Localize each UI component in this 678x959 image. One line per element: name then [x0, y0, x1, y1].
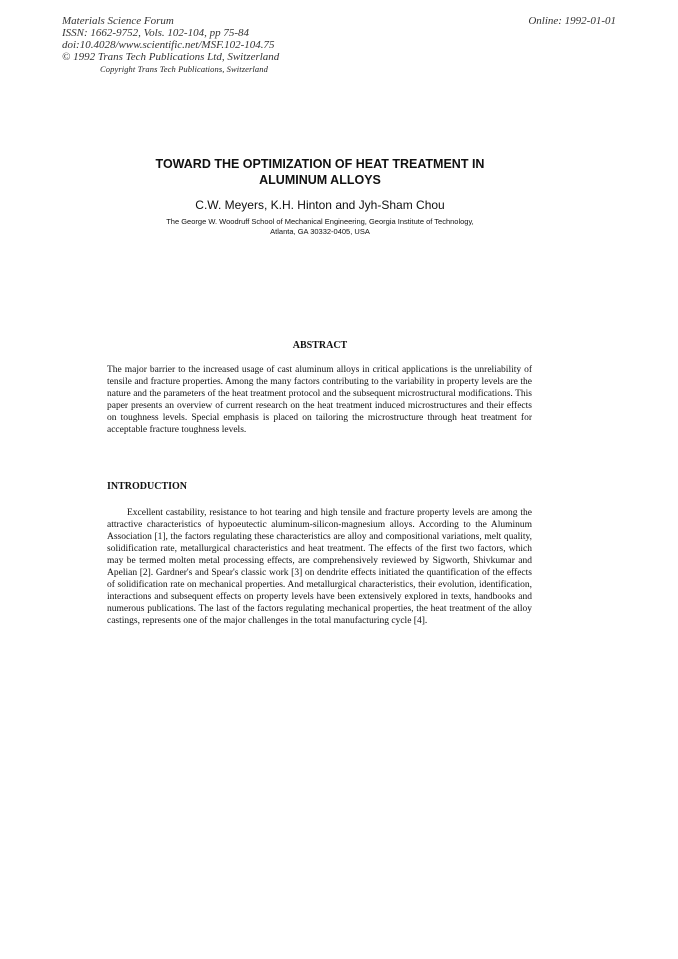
- introduction-text: Excellent castability, resistance to hot tearing and high tensile and fracture property levels are among the attractive characteristics of hypoeutectic aluminum-silicon-magnesium alloys. According to the Aluminum Association [1], the factors regulating these characteristics are alloy and compositional variations, melt quality, solidification rate, metallurgical characteristics and heat treatment. The effects of the first two factors, which may be termed molten metal processing effects, are comprehensively reviewed by Sigworth, Shivkumar and Apelian [2]. Gardner's and Spear's classic work [3] on dendrite effects initiated the quantification of the effects of solidification rate on mechanical properties. And metallurgical characteristics, their evolution, identification, interactions and subsequent effects on property levels have been extensively explored in texts, handbooks and numerous publications. The last of the factors regulating mechanical properties, the heat treatment of the alloy castings, represents one of the major challenges in the total manufacturing cycle [4].: [107, 508, 532, 626]
- affiliation-line-1: The George W. Woodruff School of Mechanical Engineering, Georgia Institute of Technology,: [166, 217, 474, 226]
- online-date: Online: 1992-01-01: [528, 15, 616, 27]
- abstract-text: The major barrier to the increased usage of cast aluminum alloys in critical applications is the unreliability of tensile and fracture properties. Among the many factors contributing to the variability in property levels are the nature and the parameters of the heat treatment protocol and the subsequent microstructural modifications. This paper presents an overview of current research on the heat treatment induced microstructures and their effects on toughness levels. Special emphasis is placed on tailoring the microstructure through heat treatment for acceptable fracture toughness levels.: [107, 365, 532, 435]
- abstract-heading: ABSTRACT: [292, 340, 348, 351]
- copyright-line: © 1992 Trans Tech Publications Ltd, Switzerland: [62, 51, 280, 63]
- doi-line[interactable]: doi:10.4028/www.scientific.net/MSF.102-104.75: [62, 39, 275, 51]
- paper-authors: C.W. Meyers, K.H. Hinton and Jyh-Sham Chou: [195, 198, 445, 212]
- paper-title: [100, 156, 540, 188]
- paper-title-line-1: TOWARD THE OPTIMIZATION OF HEAT TREATMENT IN: [155, 157, 485, 171]
- paper-title-line-2: ALUMINUM ALLOYS: [259, 173, 381, 187]
- paper-affiliation: [100, 217, 540, 237]
- journal-name: Materials Science Forum: [62, 15, 174, 27]
- publication-metadata: [62, 15, 279, 63]
- publisher-stamp: Copyright Trans Tech Publications, Switzerland: [100, 64, 268, 74]
- issn-line: ISSN: 1662-9752, Vols. 102-104, pp 75-84: [62, 27, 249, 39]
- affiliation-line-2: Atlanta, GA 30332-0405, USA: [270, 227, 370, 236]
- introduction-heading: INTRODUCTION: [107, 481, 188, 492]
